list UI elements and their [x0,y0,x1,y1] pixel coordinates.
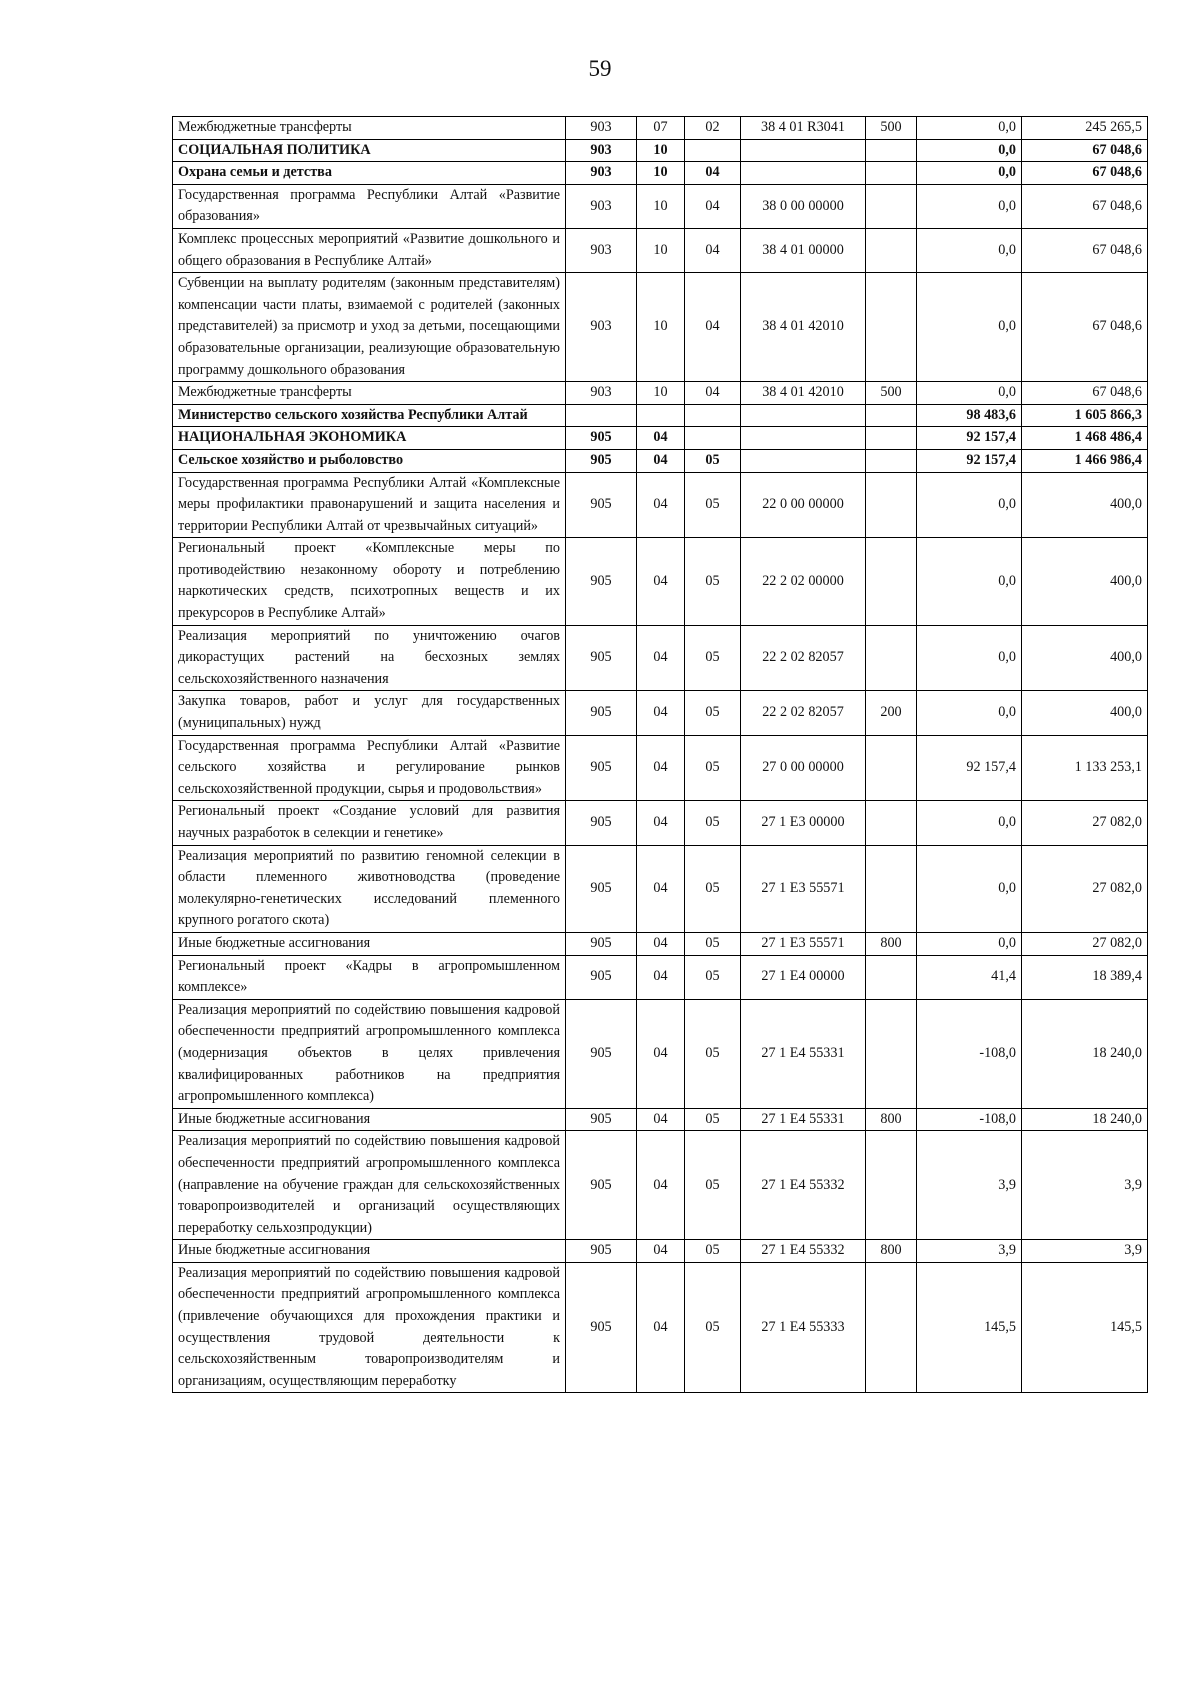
cell-section-code: 07 [637,117,685,140]
cell-amount-change: 0,0 [917,273,1022,382]
cell-amount-total: 18 240,0 [1022,1108,1148,1131]
cell-ministry-code: 903 [566,273,637,382]
cell-target-article [741,449,866,472]
cell-ministry-code: 905 [566,427,637,450]
cell-target-article [741,404,866,427]
cell-ministry-code: 905 [566,845,637,932]
cell-section-code: 10 [637,228,685,272]
cell-ministry-code: 905 [566,955,637,999]
cell-subsection-code: 05 [685,999,741,1108]
cell-section-code: 04 [637,955,685,999]
cell-ministry-code: 903 [566,382,637,405]
cell-subsection-code: 05 [685,449,741,472]
cell-subsection-code: 05 [685,801,741,845]
cell-amount-total: 27 082,0 [1022,801,1148,845]
table-row [173,472,1148,538]
cell-name: Региональный проект «Комплексные меры по противодействию незаконному обороту и потреблению наркотических средств, психотропных веществ и их прекурсоров в Республике Алтай» [173,538,566,625]
cell-amount-change: 0,0 [917,117,1022,140]
cell-amount-total: 1 133 253,1 [1022,735,1148,801]
cell-subsection-code: 04 [685,228,741,272]
cell-expense-type [866,449,917,472]
cell-expense-type [866,228,917,272]
cell-section-code: 10 [637,382,685,405]
cell-name: Реализация мероприятий по уничтожению очагов дикорастущих растений на бесхозных землях сельскохозяйственного назначения [173,625,566,691]
cell-expense-type [866,404,917,427]
cell-amount-change: 41,4 [917,955,1022,999]
cell-name: Реализация мероприятий по содействию повышения кадровой обеспеченности предприятий агропромышленного комплекса (модернизация объектов в целях привлечения квалифицированных работников на предприятия агропромышленного комплекса) [173,999,566,1108]
cell-subsection-code: 05 [685,735,741,801]
cell-amount-total: 245 265,5 [1022,117,1148,140]
table-row [173,1240,1148,1263]
cell-amount-total: 3,9 [1022,1240,1148,1263]
cell-name: Государственная программа Республики Алтай «Развитие сельского хозяйства и регулирование рынков сельскохозяйственной продукции, сырья и продовольствия» [173,735,566,801]
cell-subsection-code [685,139,741,162]
cell-amount-change: -108,0 [917,999,1022,1108]
cell-ministry-code: 903 [566,117,637,140]
cell-amount-total: 1 466 986,4 [1022,449,1148,472]
cell-section-code: 04 [637,845,685,932]
cell-amount-change: 92 157,4 [917,427,1022,450]
cell-amount-change: 0,0 [917,691,1022,735]
table-row [173,1108,1148,1131]
cell-section-code: 10 [637,273,685,382]
cell-name: Государственная программа Республики Алтай «Комплексные меры профилактики правонарушений и защита населения и территории Республики Алтай от чрезвычайных ситуаций» [173,472,566,538]
cell-target-article: 27 1 Е4 55331 [741,1108,866,1131]
table-row [173,139,1148,162]
cell-subsection-code: 05 [685,955,741,999]
cell-expense-type [866,538,917,625]
table-row [173,382,1148,405]
table-row [173,1262,1148,1393]
cell-amount-change: 0,0 [917,801,1022,845]
cell-expense-type [866,625,917,691]
cell-name: Региональный проект «Кадры в агропромышленном комплексе» [173,955,566,999]
cell-subsection-code: 05 [685,932,741,955]
cell-expense-type: 500 [866,382,917,405]
cell-name: Иные бюджетные ассигнования [173,1240,566,1263]
cell-expense-type [866,1262,917,1393]
cell-subsection-code: 05 [685,845,741,932]
cell-ministry-code: 905 [566,999,637,1108]
cell-section-code: 04 [637,1262,685,1393]
cell-amount-change: 0,0 [917,228,1022,272]
cell-subsection-code: 04 [685,273,741,382]
cell-name: Министерство сельского хозяйства Республики Алтай [173,404,566,427]
table-row [173,955,1148,999]
cell-ministry-code: 905 [566,735,637,801]
table-row [173,184,1148,228]
table-row [173,999,1148,1108]
cell-amount-total: 67 048,6 [1022,273,1148,382]
cell-expense-type [866,801,917,845]
table-row [173,117,1148,140]
cell-target-article: 27 0 00 00000 [741,735,866,801]
cell-amount-change: 0,0 [917,139,1022,162]
cell-subsection-code: 05 [685,1240,741,1263]
cell-amount-total: 400,0 [1022,625,1148,691]
cell-name: Охрана семьи и детства [173,162,566,185]
budget-table [172,116,1148,1393]
cell-amount-change: 0,0 [917,382,1022,405]
cell-target-article: 27 1 Е4 55332 [741,1131,866,1240]
cell-expense-type [866,999,917,1108]
cell-name: Региональный проект «Создание условий для развития научных разработок в селекции и генетике» [173,801,566,845]
cell-target-article: 38 4 01 42010 [741,382,866,405]
cell-subsection-code [685,404,741,427]
cell-ministry-code: 905 [566,1108,637,1131]
cell-ministry-code: 905 [566,449,637,472]
cell-section-code: 04 [637,801,685,845]
cell-amount-change: 0,0 [917,932,1022,955]
table-row [173,162,1148,185]
cell-amount-change: 145,5 [917,1262,1022,1393]
cell-amount-change: 0,0 [917,538,1022,625]
cell-amount-total: 400,0 [1022,472,1148,538]
cell-ministry-code: 903 [566,139,637,162]
cell-amount-change: 0,0 [917,472,1022,538]
cell-expense-type: 800 [866,1108,917,1131]
cell-target-article: 27 1 Е4 55333 [741,1262,866,1393]
cell-section-code: 04 [637,1108,685,1131]
cell-subsection-code: 05 [685,625,741,691]
cell-name: Субвенции на выплату родителям (законным представителям) компенсации части платы, взимаемой с родителей (законных представителей) за присмотр и уход за детьми, посещающими образовательные организации, реализующие образовательную программу дошкольного образования [173,273,566,382]
cell-expense-type: 800 [866,1240,917,1263]
cell-target-article: 38 4 01 00000 [741,228,866,272]
cell-expense-type [866,735,917,801]
cell-subsection-code: 02 [685,117,741,140]
cell-expense-type [866,1131,917,1240]
cell-target-article [741,427,866,450]
cell-ministry-code: 903 [566,228,637,272]
cell-target-article: 38 0 00 00000 [741,184,866,228]
cell-subsection-code: 05 [685,1262,741,1393]
cell-expense-type [866,139,917,162]
table-row [173,625,1148,691]
cell-subsection-code: 04 [685,162,741,185]
cell-amount-change: 0,0 [917,845,1022,932]
cell-target-article: 27 1 Е4 00000 [741,955,866,999]
cell-ministry-code: 905 [566,1262,637,1393]
cell-expense-type: 800 [866,932,917,955]
cell-section-code: 10 [637,162,685,185]
cell-name: Комплекс процессных мероприятий «Развитие дошкольного и общего образования в Республике Алтай» [173,228,566,272]
cell-amount-total: 18 240,0 [1022,999,1148,1108]
cell-section-code: 04 [637,538,685,625]
cell-expense-type [866,845,917,932]
cell-ministry-code [566,404,637,427]
cell-target-article: 22 2 02 00000 [741,538,866,625]
table-row [173,228,1148,272]
page-number: 59 [588,56,612,81]
cell-ministry-code: 905 [566,472,637,538]
cell-name: Иные бюджетные ассигнования [173,1108,566,1131]
cell-amount-change: 3,9 [917,1131,1022,1240]
cell-section-code: 04 [637,691,685,735]
cell-section-code: 04 [637,427,685,450]
cell-amount-change: 98 483,6 [917,404,1022,427]
cell-section-code: 04 [637,449,685,472]
cell-expense-type [866,162,917,185]
cell-amount-total: 67 048,6 [1022,184,1148,228]
cell-section-code: 10 [637,184,685,228]
cell-ministry-code: 905 [566,1240,637,1263]
cell-target-article: 27 1 Е3 55571 [741,932,866,955]
cell-ministry-code: 903 [566,184,637,228]
cell-amount-change: 92 157,4 [917,449,1022,472]
cell-ministry-code: 903 [566,162,637,185]
cell-amount-total: 67 048,6 [1022,139,1148,162]
cell-subsection-code: 05 [685,691,741,735]
cell-section-code: 04 [637,1240,685,1263]
cell-expense-type [866,427,917,450]
cell-ministry-code: 905 [566,801,637,845]
cell-target-article: 38 4 01 42010 [741,273,866,382]
cell-section-code: 04 [637,625,685,691]
table-row [173,538,1148,625]
cell-name: Межбюджетные трансферты [173,382,566,405]
cell-target-article: 22 2 02 82057 [741,691,866,735]
cell-expense-type [866,184,917,228]
cell-amount-total: 1 605 866,3 [1022,404,1148,427]
cell-name: НАЦИОНАЛЬНАЯ ЭКОНОМИКА [173,427,566,450]
cell-section-code [637,404,685,427]
table-row [173,845,1148,932]
cell-target-article: 27 1 Е3 55571 [741,845,866,932]
table-row [173,691,1148,735]
cell-target-article: 27 1 Е3 00000 [741,801,866,845]
table-row [173,801,1148,845]
cell-subsection-code: 05 [685,1108,741,1131]
cell-target-article: 22 2 02 82057 [741,625,866,691]
table-row [173,404,1148,427]
cell-amount-change: 0,0 [917,184,1022,228]
cell-expense-type: 500 [866,117,917,140]
table-row [173,273,1148,382]
cell-amount-total: 27 082,0 [1022,845,1148,932]
cell-amount-total: 400,0 [1022,538,1148,625]
table-row [173,1131,1148,1240]
table-row [173,427,1148,450]
cell-amount-total: 18 389,4 [1022,955,1148,999]
cell-name: Реализация мероприятий по содействию повышения кадровой обеспеченности предприятий агропромышленного комплекса (привлечение обучающихся для прохождения практики и осуществления трудовой деятельности к сельскохозяйственным товаропроизводителям и организациям, осуществляющим переработку [173,1262,566,1393]
cell-amount-total: 400,0 [1022,691,1148,735]
cell-section-code: 04 [637,932,685,955]
cell-subsection-code [685,427,741,450]
cell-section-code: 04 [637,999,685,1108]
cell-name: Иные бюджетные ассигнования [173,932,566,955]
table-row [173,735,1148,801]
cell-expense-type [866,472,917,538]
cell-target-article [741,162,866,185]
cell-amount-total: 67 048,6 [1022,162,1148,185]
cell-amount-change: 92 157,4 [917,735,1022,801]
cell-ministry-code: 905 [566,691,637,735]
cell-ministry-code: 905 [566,932,637,955]
cell-name: Реализация мероприятий по развитию геномной селекции в области племенного животноводства (проведение молекулярно-генетических исследований племенного крупного рогатого скота) [173,845,566,932]
cell-section-code: 04 [637,735,685,801]
cell-name: СОЦИАЛЬНАЯ ПОЛИТИКА [173,139,566,162]
cell-ministry-code: 905 [566,625,637,691]
cell-expense-type [866,955,917,999]
cell-amount-total: 1 468 486,4 [1022,427,1148,450]
cell-amount-change: 0,0 [917,162,1022,185]
cell-section-code: 04 [637,1131,685,1240]
cell-subsection-code: 05 [685,538,741,625]
cell-name: Закупка товаров, работ и услуг для государственных (муниципальных) нужд [173,691,566,735]
cell-target-article [741,139,866,162]
cell-name: Государственная программа Республики Алтай «Развитие образования» [173,184,566,228]
cell-amount-total: 67 048,6 [1022,382,1148,405]
cell-subsection-code: 05 [685,1131,741,1240]
cell-target-article: 22 0 00 00000 [741,472,866,538]
cell-section-code: 04 [637,472,685,538]
cell-amount-change: -108,0 [917,1108,1022,1131]
cell-amount-total: 27 082,0 [1022,932,1148,955]
cell-ministry-code: 905 [566,1131,637,1240]
cell-expense-type [866,273,917,382]
table-row [173,449,1148,472]
cell-target-article: 27 1 Е4 55332 [741,1240,866,1263]
cell-name: Сельское хозяйство и рыболовство [173,449,566,472]
cell-subsection-code: 05 [685,472,741,538]
cell-amount-total: 3,9 [1022,1131,1148,1240]
cell-amount-change: 0,0 [917,625,1022,691]
cell-name: Межбюджетные трансферты [173,117,566,140]
cell-amount-change: 3,9 [917,1240,1022,1263]
cell-name: Реализация мероприятий по содействию повышения кадровой обеспеченности предприятий агропромышленного комплекса (направление на обучение граждан для сельскохозяйственных товаропроизводителей и организаций осуществляющих переработку сельхозпродукции) [173,1131,566,1240]
cell-subsection-code: 04 [685,382,741,405]
cell-ministry-code: 905 [566,538,637,625]
cell-amount-total: 145,5 [1022,1262,1148,1393]
table-row [173,932,1148,955]
cell-expense-type: 200 [866,691,917,735]
cell-target-article: 27 1 Е4 55331 [741,999,866,1108]
cell-section-code: 10 [637,139,685,162]
cell-amount-total: 67 048,6 [1022,228,1148,272]
cell-target-article: 38 4 01 R3041 [741,117,866,140]
cell-subsection-code: 04 [685,184,741,228]
